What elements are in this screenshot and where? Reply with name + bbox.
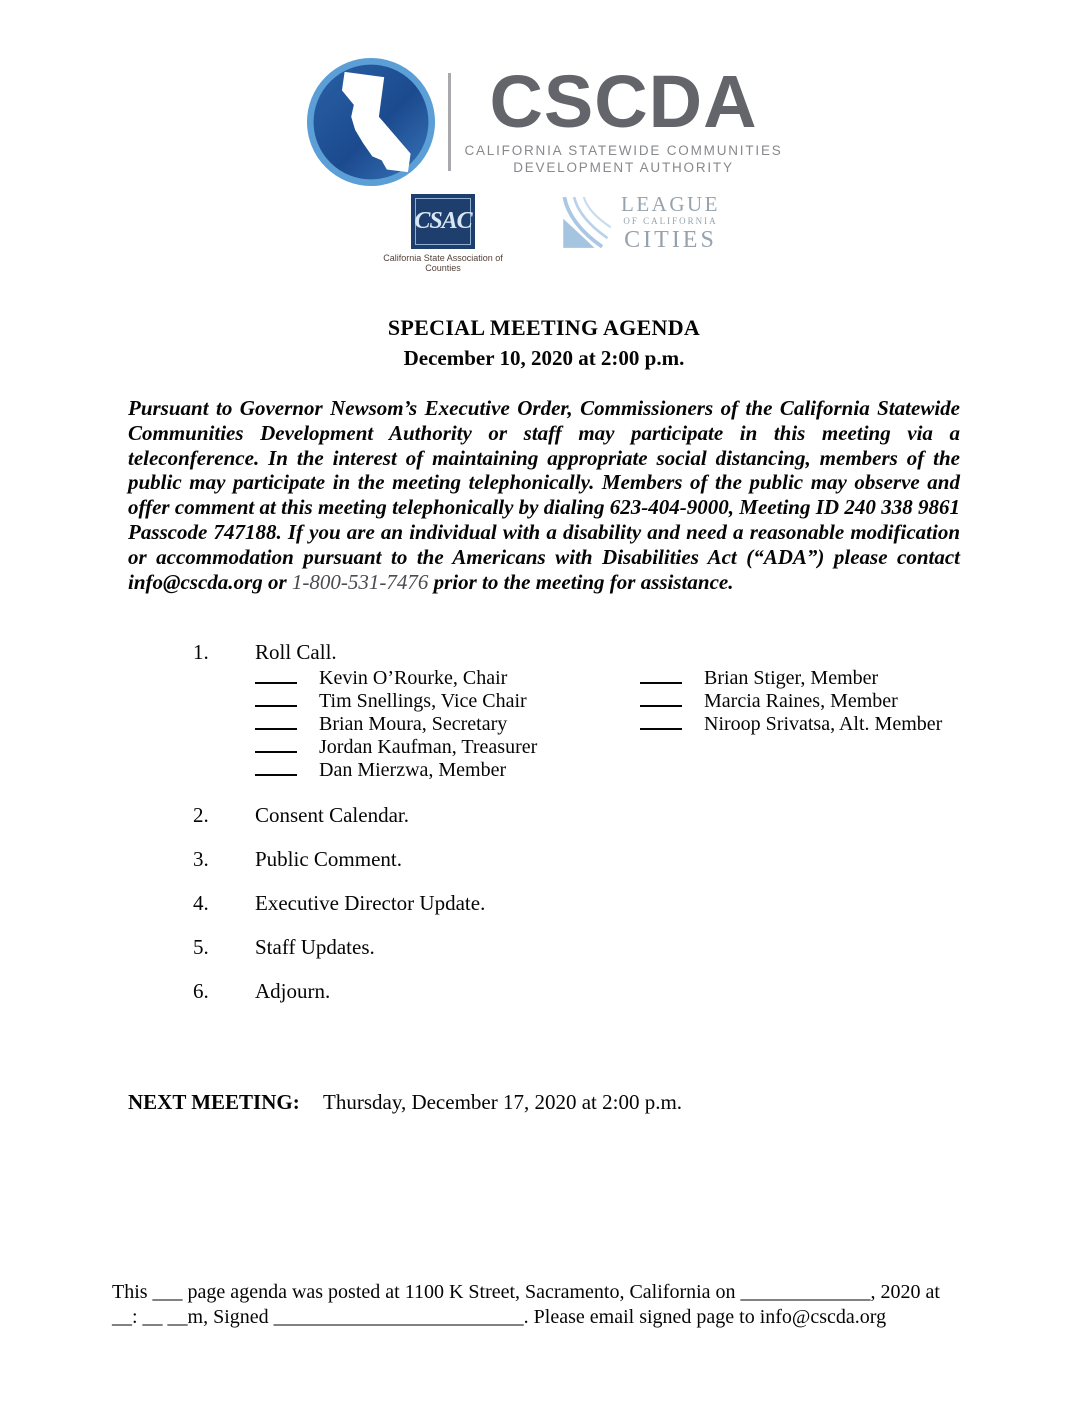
agenda-item-roll-call [193, 642, 1088, 663]
roll-call-name: Niroop Srivatsa, Alt. Member [704, 713, 943, 736]
roll-call-entry [255, 736, 640, 759]
roll-call-left-column [255, 667, 640, 782]
league-text [621, 194, 720, 252]
roll-call-blank [255, 759, 297, 776]
agenda-item-number: 4. [193, 891, 209, 916]
agenda-item-adjourn [193, 981, 1088, 1002]
agenda-item-number: 1. [193, 640, 209, 665]
roll-call-entry [255, 713, 640, 736]
posting-footer [112, 1280, 992, 1330]
league-logo [560, 194, 720, 252]
csac-logo-box [411, 194, 475, 249]
logo-text [464, 59, 783, 177]
agenda-item-label: Public Comment. [255, 847, 402, 872]
league-line2: OF CALIFORNIA [623, 216, 718, 226]
header-logo-row [0, 0, 1088, 188]
roll-call-entry [640, 667, 942, 690]
document-datetime: December 10, 2020 at 2:00 p.m. [403, 346, 685, 370]
roll-call-name: Dan Mierzwa, Member [319, 759, 507, 782]
roll-call-right-column [640, 667, 942, 782]
teleconference-notice [128, 396, 960, 594]
roll-call-entry [640, 713, 942, 736]
cscda-logo [305, 56, 782, 188]
roll-call-entry [255, 759, 640, 782]
agenda-list [0, 642, 1088, 1002]
next-meeting-label: NEXT MEETING: [128, 1090, 300, 1115]
logo-acronym: CSCDA [489, 59, 758, 143]
roll-call-blank [255, 690, 297, 707]
logo-divider [448, 73, 451, 171]
roll-call-name: Brian Moura, Secretary [319, 713, 508, 736]
agenda-item-label: Roll Call. [255, 640, 337, 665]
agenda-item-label: Consent Calendar. [255, 803, 409, 828]
league-swoosh-icon [560, 194, 614, 252]
roll-call-entry [255, 690, 640, 713]
roll-call-name: Kevin O’Rourke, Chair [319, 667, 508, 690]
next-meeting-row [128, 1090, 1088, 1115]
agenda-item-number: 3. [193, 847, 209, 872]
logo-tagline-line1: CALIFORNIA STATEWIDE COMMUNITIES [464, 142, 783, 158]
agenda-item-consent-calendar [193, 805, 1088, 826]
league-line1: LEAGUE [621, 192, 720, 216]
roll-call-blank [255, 713, 297, 730]
agenda-item-number: 6. [193, 979, 209, 1004]
csac-logo [368, 194, 518, 273]
csac-acronym: CSAC [414, 208, 472, 234]
roll-call-blank [255, 667, 297, 684]
roll-call-columns [255, 667, 1088, 782]
notice-text-before-phone: Pursuant to Governor Newsom’s Executive Order, Commissioners of the California Statewide Communities Development Authority or staff may participate in this meeting via a teleconference. In the interest of maintaining appropriate social distancing, members of the public may participate in the meeting telephonically. Members of the public may observe and offer comment at this meeting telephonically by dialing 623-404-9000, Meeting ID 240 338 9861 Passcode 747188. If you are an individual with a disability and need a reasonable modification or accommodation pursuant to the Americans with Disabilities Act (“ADA”) please contact info@cscda.org or [128, 396, 960, 594]
roll-call-name: Brian Stiger, Member [704, 667, 879, 690]
phone-number-link[interactable]: 1-800-531-7476 [291, 569, 429, 594]
roll-call-blank [640, 690, 682, 707]
roll-call-name: Tim Snellings, Vice Chair [319, 690, 527, 713]
partner-logo-row [0, 194, 1088, 273]
roll-call-name: Jordan Kaufman, Treasurer [319, 736, 538, 759]
document-title: SPECIAL MEETING AGENDA [387, 315, 701, 340]
agenda-item-label: Adjourn. [255, 979, 331, 1004]
roll-call-name: Marcia Raines, Member [704, 690, 898, 713]
roll-call-blank [640, 713, 682, 730]
logo-tagline-line2: DEVELOPMENT AUTHORITY [513, 159, 734, 175]
agenda-item-staff-updates [193, 937, 1088, 958]
footer-line1: This ___ page agenda was posted at 1100 K Street, Sacramento, California on _____________, 2020 at [112, 1281, 940, 1303]
agenda-item-executive-director-update [193, 893, 1088, 914]
csac-caption: California State Association of Counties [383, 253, 503, 273]
roll-call-entry [640, 690, 942, 713]
agenda-item-public-comment [193, 849, 1088, 870]
notice-text-after-phone: prior to the meeting for assistance. [428, 569, 734, 594]
roll-call-blank [255, 736, 297, 753]
agenda-item-number: 5. [193, 935, 209, 960]
agenda-item-label: Staff Updates. [255, 935, 375, 960]
agenda-item-number: 2. [193, 803, 209, 828]
title-block [0, 315, 1088, 371]
league-line3: CITIES [624, 227, 717, 253]
roll-call-entry [255, 667, 640, 690]
footer-line2: __: __ __m, Signed _________________________. Please email signed page to info@cscda.org [112, 1306, 887, 1328]
next-meeting-value: Thursday, December 17, 2020 at 2:00 p.m. [323, 1090, 683, 1115]
california-globe-icon [305, 56, 437, 188]
roll-call-blank [640, 667, 682, 684]
agenda-item-label: Executive Director Update. [255, 891, 486, 916]
